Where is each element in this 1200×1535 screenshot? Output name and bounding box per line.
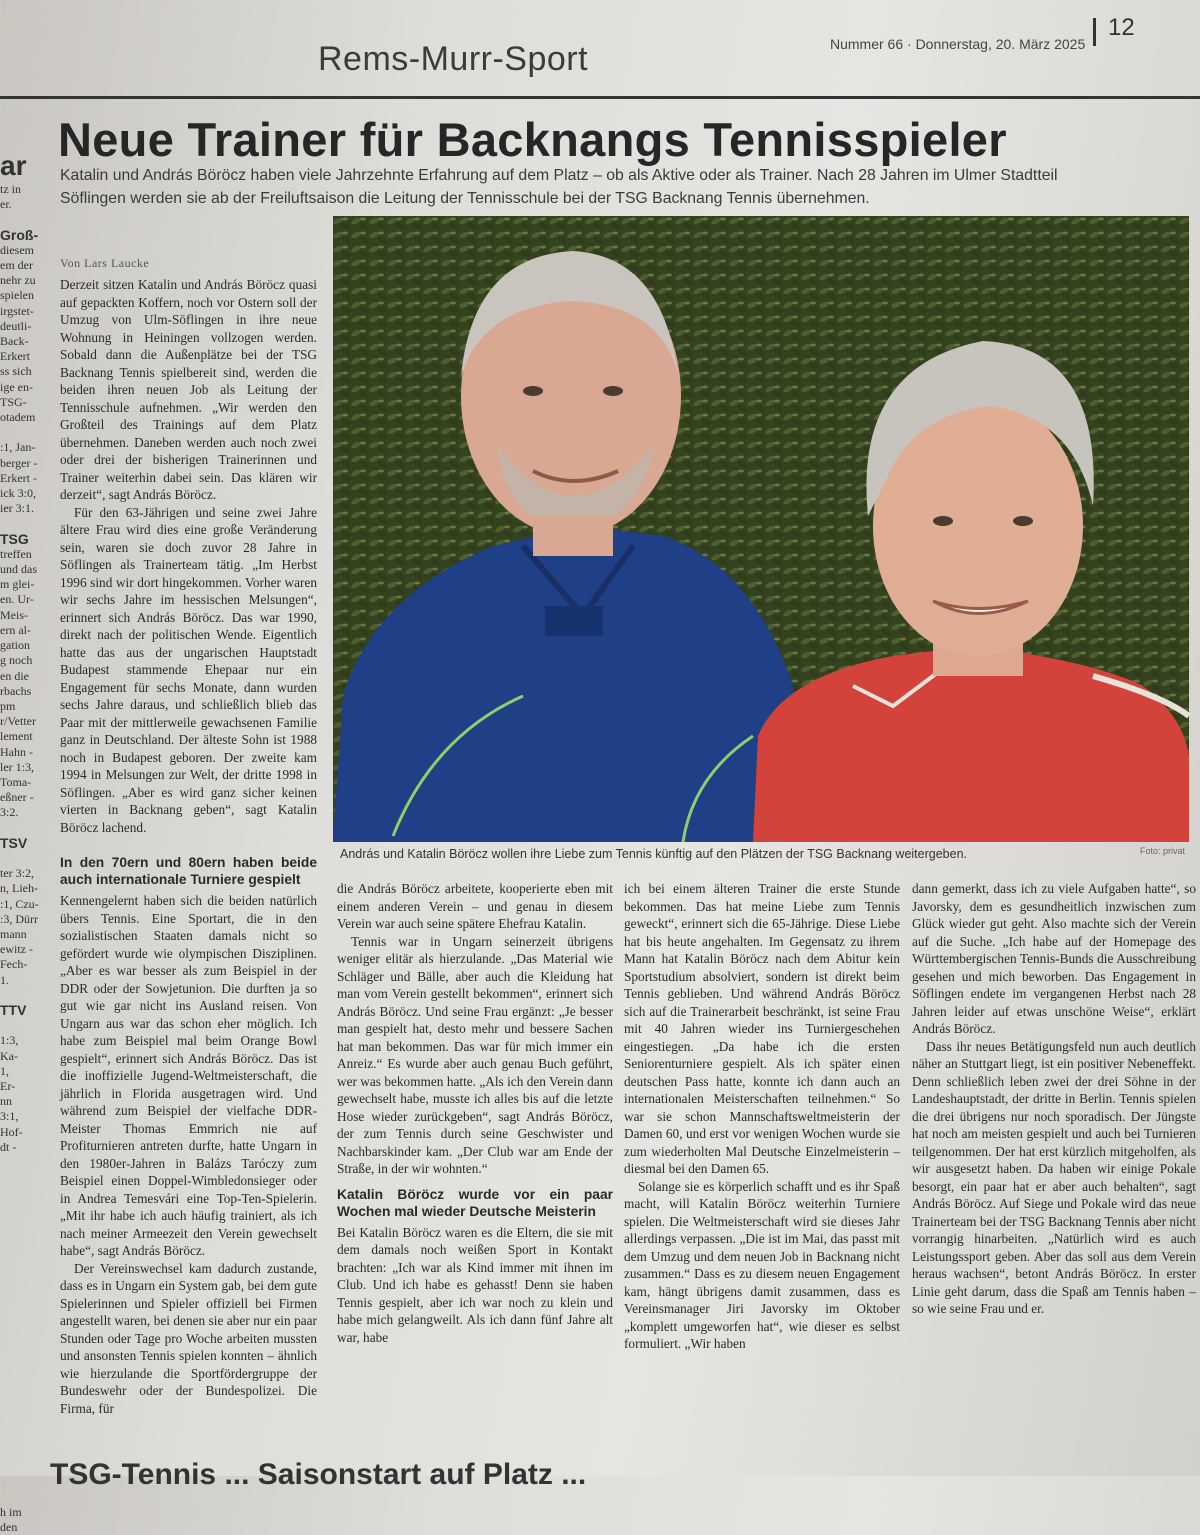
left-column-line: TSG (0, 530, 29, 547)
left-column-line: tz in (0, 182, 21, 196)
left-column-line (0, 1444, 44, 1459)
left-column-line (0, 1216, 44, 1231)
article-column-4 (912, 880, 1196, 1318)
left-column-line: m glei- (0, 577, 35, 592)
left-column-line: nehr zu (0, 273, 36, 288)
left-column-line: den (0, 1519, 18, 1534)
paragraph: Kennengelernt haben sich die beiden natürlich übers Tennis. Eine Sportart, die in den sozialistischen Staaten damals nicht so gefördert wurde wie olympischen Disziplinen. „Aber es war besser als zum Beispiel in der DDR oder der Sowjetunion. Die durften ja so gut wie gar nicht ins Ausland reisen. Von Ungarn aus war das schon eher möglich. Ich habe zum Beispiel mal beim Orange Bowl gespielt“, erinnert sich András Böröcz. Das ist die inoffizielle Jugend-Weltmeisterschaft, die jährlich in Florida ausgetragen wird. Und während zum Beispiel der vielfache DDR-Meister Thomas Emmrich nie auf Profiturnieren antreten durfte, hatte Ungarn in den 1980er-Jahren in Balázs Taróczy zum Beispiel einen Doppel-Wimbledonsieger oder in Andrea Temesvári eine Top-Ten-Spielerin. „Mit ihr habe ich auch häufig trainiert, als ich nach meiner Armeezeit den Verein gewechselt habe“, sagt András Böröcz. (60, 893, 317, 1258)
left-column-line: nn (0, 1094, 12, 1109)
left-column-lines (0, 182, 44, 1535)
left-column-line: ter 3:2, (0, 866, 34, 881)
left-column-line: en die (0, 668, 29, 683)
left-column-line: em der (0, 258, 33, 273)
left-column-line (0, 1018, 44, 1033)
left-column-line (0, 1155, 44, 1170)
left-column-line: TTV (0, 1001, 27, 1018)
left-column-line: berger - (0, 455, 38, 470)
left-column-line: ick 3:0, (0, 486, 36, 501)
paragraph: Tennis war in Ungarn seinerzeit übrigens weniger elitär als hierzulande. „Das Material wie Schläger und Bälle, aber auch die Kleidung hat man vom Verein gestellt bekommen“, erinnert sich András Böröcz. Und seine Frau ergänzt: „Je besser man gespielt hat, desto mehr und bessere Sachen hat man bekommen. Das war für mich immer ein Anreiz.“ Es wurde aber auch genau Buch geführt, wer was bekommen hatte. „Als ich den Verein dann gewechselt habe, musste ich alles bis auf die letzte Hose wieder zurückgeben“, sagt András Böröcz, der zum Tennis durch seine Geschwister und Nachbarskinder kam. „Der Club war am Ende der Straße, in der wir wohnten.“ (337, 933, 613, 1176)
left-column-line (0, 988, 44, 1003)
left-column-line: ewitz - (0, 942, 33, 957)
left-column-line: eßner - (0, 790, 34, 805)
left-column-line (0, 1185, 44, 1200)
next-headline: TSG-Tennis ... Saisonstart auf Platz ... (50, 1458, 587, 1491)
left-column-line (0, 1277, 44, 1292)
left-column-line: deutli- (0, 318, 32, 333)
paragraph: Dass ihr neues Betätigungsfeld nun auch deutlich näher an Stuttgart liegt, ist ein positiver Nebeneffekt. Denn schließlich leben zwei der drei Söhne in der Landeshauptstadt, der dritte in Berlin. Tennis spielen die drei übrigens nur noch sporadisch. Der Jüngste hat noch am meisten gespielt und auch bei Turnieren teilgenommen. Der hat erst kürzlich mitgeholfen, als wir ausgesetzt haben. Da haben wir einige Pokale besorgt, ein paar hat er aber auch behalten“, sagt András Böröcz. Auf Siege und Pokale wird das neue Trainerteam bei der TSG Backnang Tennis aber nicht vorrangig hinarbeiten. „Natürlich wird es auch Leistungssport geben. Aber das soll aus dem Verein heraus wachsen“, betont András Böröcz. In erster Linie geht darum, dass die Spaß am Tennis haben – so wie seine Frau und er. (912, 1038, 1196, 1316)
paragraph: Solange sie es körperlich schafft und es ihr Spaß macht, will Katalin Böröcz weiterhin Turniere spielen. Die Weltmeisterschaft wird sie dieses Jahr allerdings verpassen. „Die ist im Mai, das passt mit dem Umzug und dem neuen Job in Backnang nicht zusammen.“ Dass es zu diesem neuen Engagement kam, hängt übrigens damit zusammen, dass es Vereinsmanager Jiri Javorsky im Oktober „komplett umgeworfen hat“, wie dieser es selbst formuliert. „Wir haben (624, 1178, 900, 1351)
left-column-line: ss sich (0, 364, 32, 379)
page-number: 12 (1108, 14, 1135, 41)
subheading: Katalin Böröcz wurde vor ein paar Wochen mal wieder Deutsche Meisterin (337, 1186, 613, 1219)
paragraph: Für den 63-Jährigen und seine zwei Jahre ältere Frau wird dies eine große Veränderung sein, waren sie doch zuvor 28 Jahre in Söflingen als Trainerteam tätig. „Im Herbst 1996 sind wir dort hingekommen. Vorher waren wir sechs Jahre im hessischen Melsungen“, erinnert sich András Böröcz. Das war 1990, direkt nach der politischen Wende. Eigentlich hatte das aus der ungarischen Hauptstadt Budapest stammende Ehepaar nur ein Engagement für sechs Monate, dann wurden sechs Jahre daraus, und schließlich blieb das Paar mit der mittlerweile gewachsenen Familie ganz in Deutschland. Der älteste Sohn ist 1988 noch in Budapest geboren. Der zweite kam 1994 in Melsungen zur Welt, der dritte 1998 in Söflingen. „Aber es wird ganz sicher keinen vierten in Backnang geben“, sagt Katalin Böröcz lachend. (60, 504, 317, 835)
left-column-line: Back- (0, 334, 29, 349)
left-column-line: 1. (0, 972, 9, 987)
portrait-photo (333, 216, 1189, 842)
left-column-line: Groß- (0, 226, 39, 243)
left-column-line (0, 1261, 44, 1276)
paragraph: Bei Katalin Böröcz waren es die Eltern, die sie mit dem damals noch weißen Sport in Kontakt brachten: „Ich war als Kind immer mit ihnen im Club. Und ich habe es gehasst! Denn sie haben Tennis gespielt, aber ich war noch zu klein und habe mich gelangweilt. Als ich dann fünf Jahre alt war, habe (337, 1224, 613, 1345)
left-column-line (0, 1353, 44, 1368)
left-column-line: und das (0, 562, 37, 577)
header-rule (0, 96, 1200, 99)
left-column-line: g noch (0, 653, 33, 668)
left-column-line (0, 1292, 44, 1307)
byline: Von Lars Laucke (60, 256, 150, 270)
left-column-line: Fech- (0, 957, 28, 972)
left-column-line: :3, Dürr (0, 911, 38, 926)
left-column-line: ier 3:1. (0, 501, 34, 516)
left-column-line: rbachs (0, 683, 32, 698)
left-column-line: :1, Czu- (0, 896, 39, 911)
left-column-line: spielen (0, 288, 34, 303)
left-column-line: TSG- (0, 394, 27, 409)
left-column-line: Toma- (0, 774, 32, 789)
photo-caption: András und Katalin Böröcz wollen ihre Liebe zum Tennis künftig auf den Plätzen der TSG Backnang weitergeben. (340, 847, 968, 861)
next-article-headline-cutoff (50, 1458, 1200, 1491)
left-column-line: Ka- (0, 1048, 18, 1063)
left-column-line: 3:1, (0, 1109, 19, 1124)
left-column-line (0, 1307, 44, 1322)
left-column-line (0, 1170, 44, 1185)
left-column-line: ler 1:3, (0, 759, 34, 774)
left-column-line: n, Lieh- (0, 881, 38, 896)
left-column-line (0, 1413, 44, 1428)
paragraph: Der Vereinswechsel kam dadurch zustande, dass es in Ungarn ein System gab, bei dem gute Spielerinnen und Spieler offiziell bei Firmen angestellt waren, bei denen sie aber nur ein paar Stunden oder Tage pro Woche arbeiten mussten und ansonsten Tennis spielen konnten – ähnlich wie hierzulande die Sportfördergruppe der Bundeswehr oder der Bundespolizei. Die Firma, für (60, 1260, 317, 1416)
left-column-line: irgstet- (0, 303, 34, 318)
left-column-line (0, 516, 44, 531)
article-column-2 (337, 880, 613, 1346)
article-lead: Katalin und András Böröcz haben viele Jahrzehnte Erfahrung auf dem Platz – ob als Aktive oder als Trainer. Nach 28 Jahren im Ulmer Stadtteil Söflingen werden sie ab der Freiluftsaison die Leitung der Tennisschule bei der TSG Backnang Tennis übernehmen. (60, 167, 1058, 207)
left-column-line: :1, Jan- (0, 440, 36, 455)
left-column-line (0, 821, 44, 836)
article-column-3 (624, 880, 900, 1353)
subheading: In den 70ern und 80ern haben beide auch internationale Turniere gespielt (60, 855, 317, 887)
left-column-cutoff (0, 150, 44, 1534)
left-column-line (0, 1368, 44, 1383)
left-column-line: diesem (0, 242, 34, 257)
article-column-1-bottom (60, 846, 317, 1417)
photo (333, 216, 1189, 842)
left-column-line: en. Ur- (0, 592, 34, 607)
left-column-line: treffen (0, 546, 32, 561)
left-column-line: h im (0, 1504, 22, 1519)
left-column-line: ige en- (0, 379, 33, 394)
left-column-line: Hahn - (0, 744, 33, 759)
left-column-line (0, 212, 44, 227)
left-column-line (0, 1383, 44, 1398)
left-column-line (0, 1201, 44, 1216)
left-column-line: Erkert (0, 349, 30, 364)
left-column-line: Meis- (0, 607, 28, 622)
left-column-line (0, 1246, 44, 1261)
left-column-line (0, 1231, 44, 1246)
left-column-line: 3:2. (0, 805, 19, 820)
left-column-line: dt - (0, 1139, 17, 1154)
left-column-line (0, 425, 44, 440)
section-title: Rems-Murr-Sport (318, 40, 589, 78)
issue-info: Nummer 66 · Donnerstag, 20. März 2025 (830, 36, 1086, 52)
left-column-line (0, 851, 44, 866)
left-column-line: r/Vetter (0, 714, 36, 729)
left-column-line (0, 1429, 44, 1444)
left-column-line: otadem (0, 410, 36, 425)
left-column-line: mann (0, 926, 27, 941)
article-headline: Neue Trainer für Backnangs Tennisspieler (58, 113, 1007, 166)
left-column-line (0, 1474, 44, 1489)
left-column-line (0, 1459, 44, 1474)
left-column-line: er. (0, 197, 12, 212)
left-column-line: Hof- (0, 1124, 23, 1139)
left-column-line (0, 1337, 44, 1352)
photo-credit: Foto: privat (1140, 846, 1186, 856)
left-column-line: 1:3, (0, 1033, 19, 1048)
left-column-line: Er- (0, 1078, 16, 1093)
page-divider (1093, 18, 1096, 46)
left-column-line: ern al- (0, 622, 31, 637)
left-column-line (0, 1398, 44, 1413)
left-column-line: pm (0, 698, 16, 713)
left-column-line: lement (0, 729, 33, 744)
paragraph: die András Böröcz arbeitete, kooperierte eben mit einem anderen Verein – und genau in diesem Verein war auch seine spätere Ehefrau Katalin. (337, 881, 613, 931)
left-column-line: gation (0, 638, 30, 653)
left-column-line (0, 1322, 44, 1337)
paragraph: ich bei einem älteren Trainer die erste Stunde bekommen. Das hat meine Liebe zum Tennis geweckt“, erinnert sich die 65-Jährige. Diese Liebe hat bis heute angehalten. Im Gegensatz zu ihrem Mann hat Katalin Böröcz nach dem Abitur kein Sportstudium absolviert, sondern ist direkt beim Tennis geblieben. Und während András Böröcz sich auf die Trainerarbeit beschränkt, ist seine Frau mit 40 Jahren wieder ins Turniergeschehen eingestiegen. „Da habe ich die ersten Seniorenturniere gespielt. Als ich später einen deutschen Pass hatte, konnte ich dann auch an internationalen Meisterschaften teilnehmen.“ So war sie schon Mannschaftsweltmeisterin der Damen 60, und erst vor wenigen Wochen wurde sie zum wiederholten Mal Deutsche Einzelmeisterin – diesmal bei den Damen 65. (624, 881, 900, 1176)
paragraph: dann gemerkt, dass ich zu viele Aufgaben hatte“, so Javorsky, dem es gesundheitlich inzwischen zum Glück wieder gut geht. Also machte sich der Verein auf die Suche. „Ich habe auf der Homepage des Württembergischen Tennis-Bunds die Ausschreibung gesehen und mich beworben. Das Engagement in Söflingen endete im vergangenen Herbst nach 28 Jahren leider auf etwas unschöne Weise“, erklärt András Böröcz. (912, 881, 1196, 1036)
left-column-line: TSV (0, 834, 28, 851)
left-column-line (0, 1489, 44, 1504)
left-column-heading: ar (0, 150, 27, 181)
article-column-1-top (60, 276, 317, 836)
left-column-line: Erkert - (0, 470, 37, 485)
left-column-line: 1, (0, 1063, 9, 1078)
paragraph: Derzeit sitzen Katalin und András Böröcz quasi auf gepackten Koffern, noch vor Ostern soll der Umzug von Ulm-Söflingen in ihre neue Wohnung in Heiningen vollzogen werden. Sobald dann die Außenplätze bei der TSG Backnang Tennis spielbereit sind, werden die beiden ihren neuen Job als Leitung der Tennisschule aufnehmen. „Wir werden den Großteil des Trainings auf dem Platz übernehmen. Daneben werden auch noch zwei oder drei der bisherigen Trainerinnen und Trainer weiterhin dabei sein. Das klären wir derzeit“, sagt András Böröcz. (60, 277, 317, 502)
